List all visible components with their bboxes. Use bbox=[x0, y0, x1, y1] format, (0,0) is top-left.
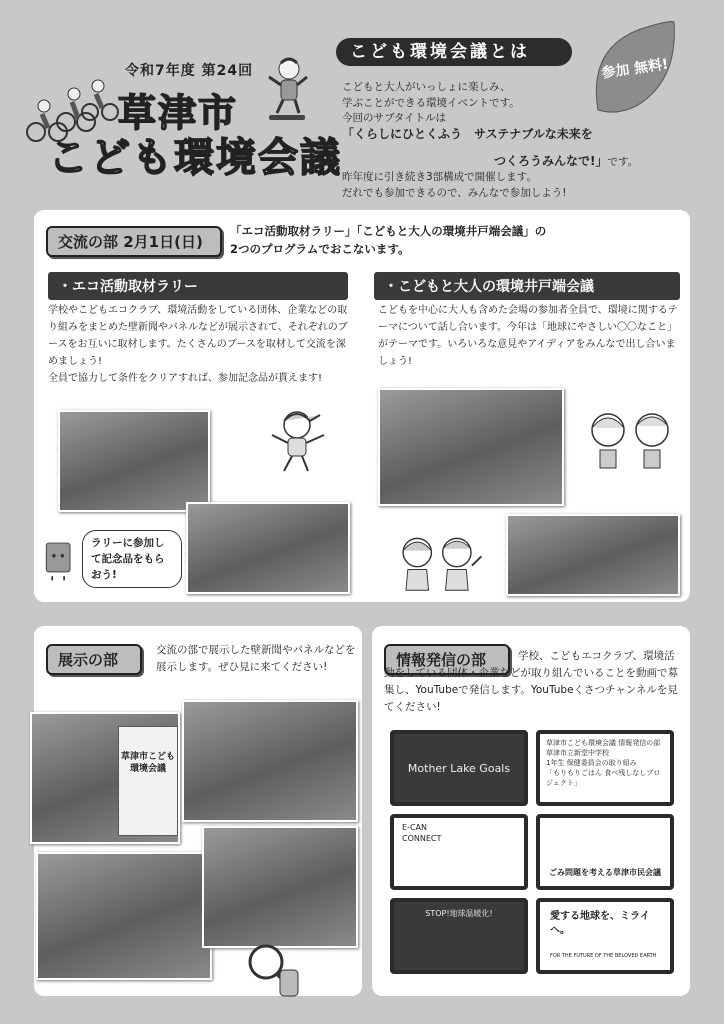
intro-line: 昨年度に引き続き3部構成で開催します。 bbox=[342, 171, 537, 183]
free-entry-badge: 参加 無料! bbox=[600, 56, 670, 82]
video-thumb-beloved-earth[interactable] bbox=[536, 898, 674, 974]
rally-bubble-text: ラリーに参加して記念品をもらおう! bbox=[91, 537, 165, 581]
video-title: E-CAN CONNECT bbox=[402, 823, 442, 843]
video-title: 愛する地球を、ミライへ。 bbox=[550, 911, 650, 936]
rally-text-main: 学校やこどもエコクラブ、環境活動をしている団体、企業などの取り組みをまとめた壁新聞やパネルなどが展示されて、それぞれのブースをお互いに取材します。たくさんのブースを取材して交流を深めましょう! bbox=[48, 305, 348, 367]
intro-body bbox=[342, 80, 712, 142]
video-subtitle: 1年生 保健委員会の取り組み bbox=[546, 759, 637, 767]
intro-line: だれでも参加できるので、みんなで参加しよう! bbox=[342, 186, 567, 199]
intro-line: 今回のサブタイトルは bbox=[342, 112, 447, 124]
rally-text bbox=[48, 302, 348, 387]
rally-heading: ・エコ活動取材ラリー bbox=[48, 272, 348, 300]
two-kids-talking-illustration bbox=[580, 402, 680, 472]
page-title-event: こども環境会議 bbox=[48, 135, 342, 181]
video-thumb-gomi[interactable] bbox=[536, 814, 674, 890]
video-subtitle: FOR THE FUTURE OF THE BELOVED EARTH bbox=[550, 953, 657, 959]
exhibit-poster-title: 草津市こども環境会議 bbox=[120, 752, 175, 774]
exchange-lead bbox=[230, 222, 680, 258]
rally-text-reward: 全員で協力して条件をクリアすれば、参加記念品が貰えます! bbox=[48, 373, 323, 384]
intro-heading: こども環境会議とは bbox=[336, 38, 572, 66]
exchange-tag: 交流の部 2月1日(日) bbox=[46, 226, 222, 257]
idobata-photo-2 bbox=[506, 514, 680, 596]
two-kids-waving-illustration bbox=[388, 528, 488, 594]
exhibit-photo-hall bbox=[182, 700, 358, 822]
exhibit-photo-2 bbox=[36, 852, 212, 980]
intro-line: こどもと大人がいっしょに楽しみ、 bbox=[342, 81, 511, 93]
video-thumb-shinodo[interactable] bbox=[536, 730, 674, 806]
magnifier-mascot-icon bbox=[244, 940, 304, 1000]
info-tag: 情報発信の部 bbox=[384, 644, 510, 675]
video-title: STOP!地球温暖化! bbox=[425, 909, 493, 918]
idobata-heading: ・こどもと大人の環境井戸端会議 bbox=[374, 272, 680, 300]
exhibit-text: 交流の部で展示した壁新聞やパネルなどを展示します。ぜひ見に来てください! bbox=[156, 644, 356, 673]
girl-illustration bbox=[262, 405, 332, 475]
intro-subtitle-tail: です。 bbox=[607, 156, 639, 168]
rally-bubble bbox=[82, 530, 182, 588]
video-title: ごみ問題を考える草津市民会議 bbox=[549, 868, 661, 877]
intro-closing bbox=[342, 170, 712, 201]
video-title: Mother Lake Goals bbox=[407, 761, 511, 775]
rally-photo-2 bbox=[186, 502, 350, 594]
notebook-mascot-icon bbox=[42, 538, 76, 582]
edition-label: 令和7年度 第24回 bbox=[125, 63, 254, 79]
info-text: 学校、こどもエコクラブ、環境活動をしている団体・企業などが取り組んでいることを動画で募集し、YouTubeで発信します。YouTubeくさつチャンネルを見てください! bbox=[384, 650, 678, 713]
video-subtitle: 草津市立新堂中学校 bbox=[546, 749, 609, 757]
intro-subtitle-b: つくろうみんなで!」 bbox=[494, 154, 608, 168]
intro-subtitle: 「くらしにひとくふう サステナブルな未来を bbox=[342, 126, 593, 141]
exchange-lead-line: 「エコ活動取材ラリー」「こどもと大人の環境井戸端会議」の bbox=[230, 224, 547, 238]
intro-line: 学ぶことができる環境イベントです。 bbox=[342, 96, 520, 109]
exchange-lead-line: 2つのプログラムでおこないます。 bbox=[230, 242, 410, 256]
exhibit-photo-3 bbox=[202, 826, 358, 948]
video-subtitle: 「もりもりごはん 食べ残しなしプロジェクト」 bbox=[546, 769, 661, 787]
page-title-city: 草津市 bbox=[118, 91, 239, 135]
video-thumb-mother-lake[interactable] bbox=[390, 730, 528, 806]
skateboard-kid-illustration bbox=[265, 55, 310, 125]
exhibit-tag: 展示の部 bbox=[46, 644, 142, 675]
exhibit-poster bbox=[118, 726, 178, 836]
idobata-text: こどもを中心に大人も含めた会場の参加者全員で、環境に関するテーマについて話し合います。今年は「地球にやさしい〇〇なこと」がテーマです。いろいろな意見やアイディアをみんなで出し合いましょう! bbox=[378, 305, 678, 367]
intro-subtitle-cont bbox=[494, 152, 638, 169]
video-title: 草津市こども環境会議 情報発信の部 bbox=[546, 739, 661, 747]
video-thumb-stop-warming[interactable] bbox=[390, 898, 528, 974]
rally-photo-1 bbox=[58, 410, 210, 512]
idobata-photo-1 bbox=[378, 388, 564, 506]
video-thumb-ecan[interactable] bbox=[390, 814, 528, 890]
